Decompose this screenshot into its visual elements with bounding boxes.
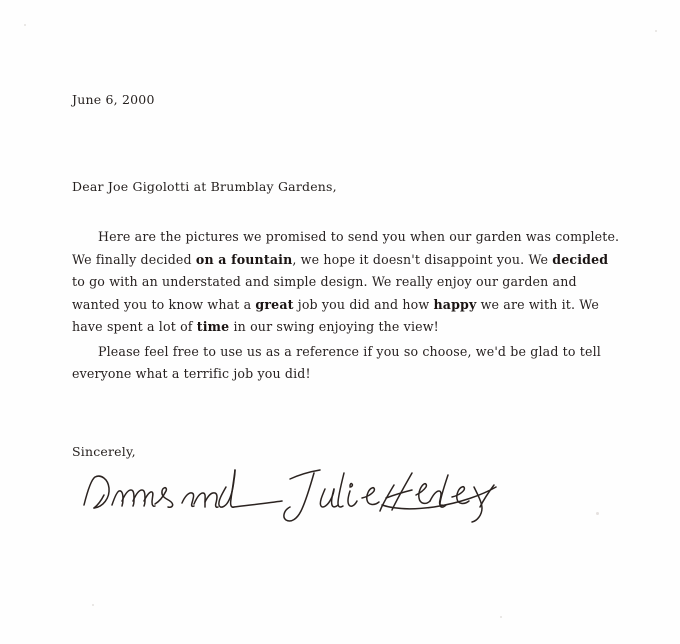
paragraph-1-emphasis-1: on a fountain [195,251,293,267]
scan-speck [24,24,26,26]
paragraph-1-segment-5: we are with it. We have spent a lot of [72,296,599,334]
letter-paragraphs [72,226,620,386]
letter-closing: Sincerely, [72,443,136,459]
paragraph-1-segment-1: Here are the pictures we promised to send you when our garden was complete. We finally decided [72,229,620,267]
paragraph-1-emphasis-4: happy [433,296,477,312]
paragraph-1-emphasis-3: great [255,296,294,312]
letter-salutation: Dear Joe Gigolotti at Brumblay Gardens, [72,179,337,194]
paragraph-1-emphasis-2: decided [552,251,609,267]
paragraph-1-segment-2: , we hope it doesn't disappoint you. We [292,251,553,267]
paragraph-1-segment-4: job you did and how [293,296,434,312]
letter-body [72,92,620,527]
scan-speck [92,604,94,606]
letter-date: June 6, 2000 [72,92,155,107]
paragraph-1-segment-3: to go with an understated and simple design. We really enjoy our garden and wanted you to know what a [72,274,577,312]
letter-paragraph-1 [72,226,620,339]
paragraph-1-segment-6: in our swing enjoying the view! [229,319,439,334]
letter-paragraph-2: Please feel free to use us as a reference if you so choose, we'd be glad to tell everyone what a terrific job you did! [72,343,601,381]
handwritten-signature [82,465,542,527]
paragraph-1-emphasis-5: time [196,319,230,334]
scan-speck [500,616,502,618]
scan-speck [655,30,657,32]
